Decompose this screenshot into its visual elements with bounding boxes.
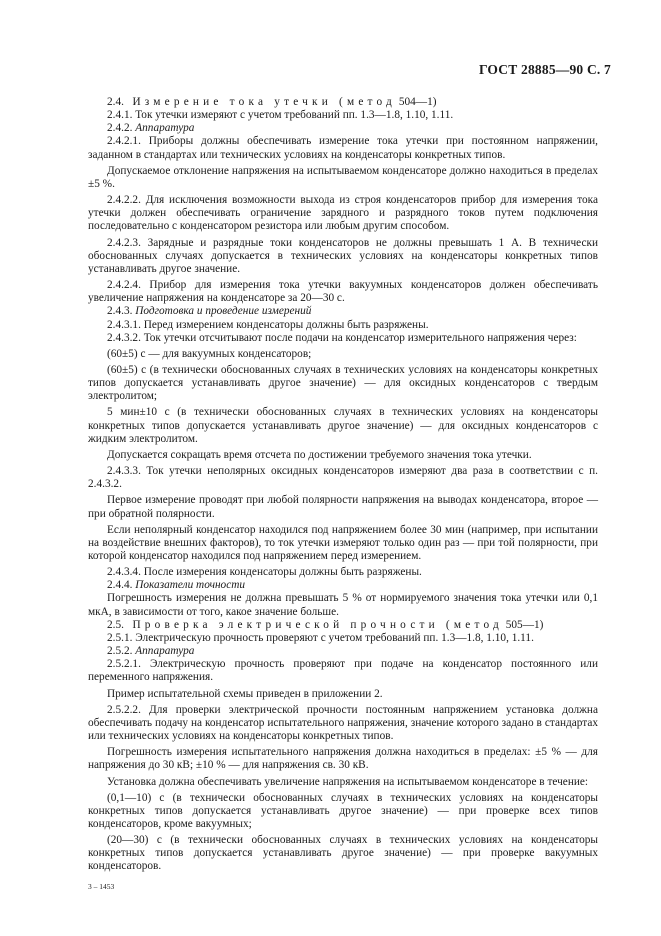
paragraph: 2.4.1. Ток утечки измеряют с учетом требований пп. 1.3—1.8, 1.10, 1.11. bbox=[107, 109, 454, 122]
paragraph: Если неполярный конденсатор находился под напряжением более 30 мин (например, при испытании на воздействие внешних факторов), то ток утечки измеряют только один раз — при той полярности, при которой конденсатор находился под напряжением перед измерением. bbox=[88, 523, 598, 562]
section-heading: 2.4. Измерение тока утечки (метод 504—1) bbox=[107, 96, 437, 108]
subsection-heading: 2.5.2. Аппаратура bbox=[107, 645, 195, 658]
paragraph: 2.5.2.2. Для проверки электрической прочности постоянным напряжением установка должна обеспечивать подачу на конденсатор испытательного напряжения, значение которого задано в стандартах или технических условиях на конденсаторы конкретных типов. bbox=[88, 703, 598, 743]
page-header: ГОСТ 28885—90 С. 7 bbox=[478, 62, 611, 77]
paragraph: 2.4.3.3. Ток утечки неполярных оксидных конденсаторов измеряют два раза в соответствии с п. 2.4.3.2. bbox=[88, 465, 598, 491]
paragraph: 5 мин±10 с (в технически обоснованных случаях в технических условиях на конденсаторы конкретных типов допускается устанавливать другое значение) — для оксидных конденсаторов с жидким электролитом. bbox=[88, 406, 598, 445]
paragraph: Первое измерение проводят при любой полярности напряжения на выводах конденсатора, второе — при обратной полярности. bbox=[88, 494, 598, 520]
page-footer-code: 3 – 1453 bbox=[88, 882, 115, 891]
paragraph: Погрешность измерения испытательного напряжения должна находиться в пределах: ±5 % — для напряжения до 30 кВ; ±10 % — для напряжения св. 30 кВ. bbox=[88, 746, 598, 772]
paragraph: 2.4.2.2. Для исключения возможности выхода из строя конденсаторов прибор для измерения тока утечки должен обеспечивать ограничение зарядного и разрядного токов путем подключения последовательно с конденсатором резистора или любым другим способом. bbox=[88, 194, 598, 233]
subsection-heading: 2.4.2. Аппаратура bbox=[107, 122, 195, 135]
paragraph: 2.5.2.1. Электрическую прочность проверяют при подаче на конденсатор постоянного или переменного напряжения. bbox=[88, 658, 598, 684]
paragraph: 2.4.2.3. Зарядные и разрядные токи конденсаторов не должны превышать 1 А. В технически обоснованных случаях допускается в технических условиях на конденсаторы конкретных типов устанавливать другое значение. bbox=[88, 236, 598, 275]
paragraph: (60±5) с (в технически обоснованных случаях в технических условиях на конденсаторы конкретных типов допускается устанавливать другое значение) — для оксидных конденсаторов с твердым электролитом; bbox=[88, 363, 598, 403]
paragraph: 2.4.3.4. После измерения конденсаторы должны быть разряжены. bbox=[107, 566, 422, 579]
paragraph: 2.4.3.1. Перед измерением конденсаторы должны быть разряжены. bbox=[107, 318, 429, 331]
paragraph: 2.5.1. Электрическую прочность проверяют с учетом требований пп. 1.3—1.8, 1.10, 1.11. bbox=[107, 631, 534, 644]
paragraph: (0,1—10) с (в технически обоснованных случаях в технических условиях на конденсаторы конкретных типов допускается устанавливать другое значение) — при проверке всех типов конденсаторов, кроме вакуумных; bbox=[88, 791, 598, 830]
subsection-heading: 2.4.4. Показатели точности bbox=[107, 579, 246, 592]
paragraph: Допускаемое отклонение напряжения на испытываемом конденсаторе должно находиться в пределах ±5 %. bbox=[88, 164, 598, 190]
document-body bbox=[88, 96, 598, 874]
paragraph: (60±5) с — для вакуумных конденсаторов; bbox=[107, 347, 312, 360]
paragraph: 2.4.3.2. Ток утечки отсчитывают после подачи на конденсатор измерительного напряжения через: bbox=[107, 331, 577, 344]
subsection-heading: 2.4.3. Подготовка и проведение измерений bbox=[107, 305, 312, 318]
paragraph: 2.4.2.4. Прибор для измерения тока утечки вакуумных конденсаторов должен обеспечивать увеличение напряжения на конденсаторе за 20—30 с. bbox=[88, 279, 598, 305]
paragraph: 2.4.2.1. Приборы должны обеспечивать измерение тока утечки при постоянном напряжении, заданном в стандартах или технических условиях на конденсаторы конкретных типов. bbox=[88, 135, 598, 161]
paragraph: Погрешность измерения не должна превышать 5 % от нормируемого значения тока утечки или 0,1 мкА, в зависимости от того, какое значение больше. bbox=[88, 592, 598, 618]
paragraph: (20—30) с (в технически обоснованных случаях в технических условиях на конденсаторы конкретных типов допускается устанавливать другое значение) — при проверке вакуумных конденсаторов. bbox=[88, 834, 598, 873]
paragraph: Допускается сокращать время отсчета по достижении требуемого значения тока утечки. bbox=[107, 448, 532, 461]
section-heading: 2.5. Проверка электрической прочности (метод 505—1) bbox=[107, 618, 544, 631]
paragraph: Установка должна обеспечивать увеличение напряжения на испытываемом конденсаторе в течение: bbox=[107, 775, 589, 788]
paragraph: Пример испытательной схемы приведен в приложении 2. bbox=[107, 687, 383, 700]
